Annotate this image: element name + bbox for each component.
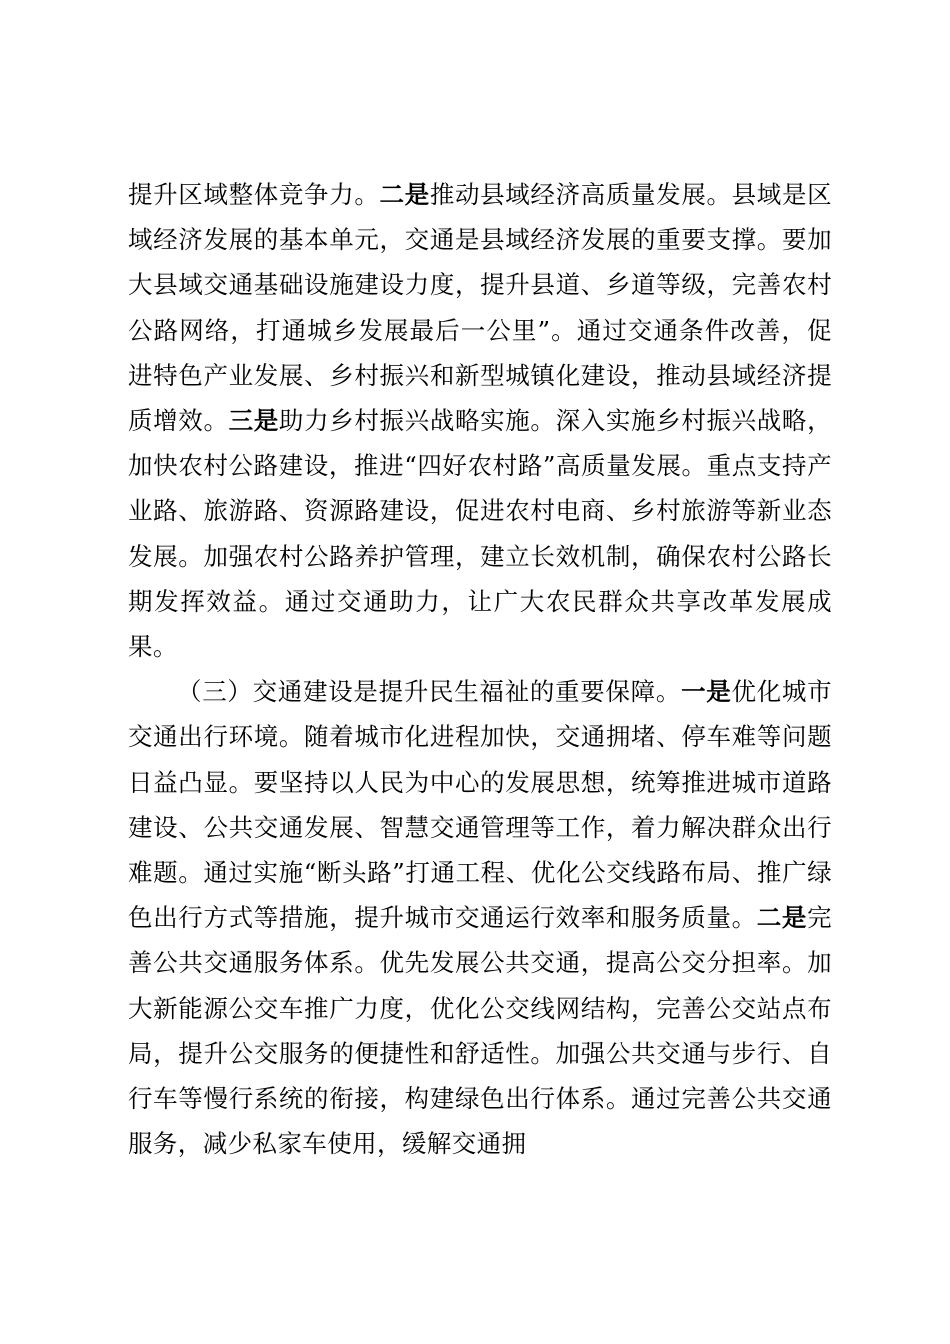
text-run-bold: 二是 (756, 903, 808, 933)
text-run: 完善公共交通服务体系。优先发展公共交通，提高公交分担率。加大新能源公交车推广力度，优化公交线网结构，完善公交站点布局，提升公交服务的便捷性和舒适性。加强公共交通与步行、自行车等慢行系统的衔接，构建绿色出行体系。通过完善公共交通服务，减少私家车使用，缓解交通拥 (128, 903, 832, 1159)
text-run: 优化城市交通出行环境。随着城市化进程加快，交通拥堵、停车难等问题日益凸显。要坚持以人民为中心的发展思想，统筹推进城市道路建设、公共交通发展、智慧交通管理等工作，着力解决群众出行难题。通过实施“断头路”打通工程、优化公交线路布局、推广绿色出行方式等措施，提升城市交通运行效率和服务质量。 (128, 677, 832, 933)
paragraph (128, 172, 832, 669)
section-heading-text: （三）交通建设是提升民生福祉的重要保障。 (177, 677, 682, 707)
text-run-bold: 二是 (379, 180, 430, 209)
document-body (128, 172, 832, 1166)
text-run: 推动县域经济高质量发展。县域是区域经济发展的基本单元，交通是县域经济发展的重要支撑。要加大县域交通基础设施建设力度，提升县道、乡道等级，完善农村公路网络，打通城乡发展最后一公里”。通过交通条件改善，促进特色产业发展、乡村振兴和新型城镇化建设，推动县域经济提质增效。 (128, 180, 832, 436)
text-run-bold: 一是 (681, 677, 732, 707)
text-run: 提升区域整体竞争力。 (128, 180, 380, 209)
text-run-bold: 三是 (228, 406, 279, 436)
text-run: 助力乡村振兴战略实施。深入实施乡村振兴战略，加快农村公路建设，推进“四好农村路”高质量发展。重点支持产业路、旅游路、资源路建设，促进农村电商、乡村旅游等新业态发展。加强农村公路养护管理，建立长效机制，确保农村公路长期发挥效益。通过交通助力，让广大农民群众共享改革发展成果。 (128, 406, 832, 662)
paragraph (128, 669, 832, 1166)
